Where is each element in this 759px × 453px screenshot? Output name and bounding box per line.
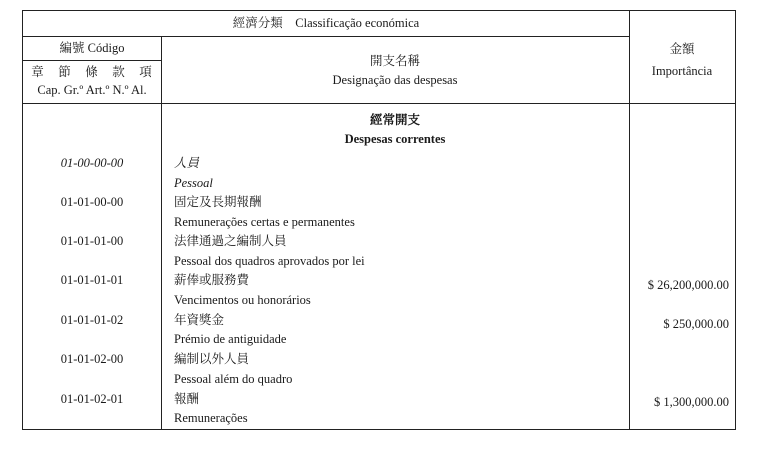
row-code: 01-01-01-02 xyxy=(60,313,124,327)
row-desig-pt: Remunerações xyxy=(174,411,248,425)
row-amount: $ 26,200,000.00 xyxy=(647,278,729,292)
row-desig-zh: 薪俸或服務費 xyxy=(174,273,250,287)
classification-header: 經濟分類 Classificação económica xyxy=(232,16,420,30)
row-desig-pt: Pessoal xyxy=(174,176,213,190)
row-desig-zh: 年資獎金 xyxy=(174,313,225,327)
section-title-pt: Despesas correntes xyxy=(344,132,446,146)
row-desig-zh: 編制以外人員 xyxy=(174,352,250,366)
row-desig-pt: Pessoal além do quadro xyxy=(174,372,293,386)
section-title-zh: 經常開支 xyxy=(369,113,420,127)
row-desig-pt: Vencimentos ou honorários xyxy=(174,293,311,307)
code-header: 編號 Código xyxy=(59,41,125,55)
row-code: 01-01-02-00 xyxy=(60,352,124,366)
row-amount: $ 1,300,000.00 xyxy=(654,395,729,409)
budget-table xyxy=(22,10,736,430)
row-desig-zh: 報酬 xyxy=(174,392,200,406)
designation-header-pt: Designação das despesas xyxy=(332,73,458,87)
divider-code-sub xyxy=(23,60,161,61)
row-code: 01-00-00-00 xyxy=(60,156,124,170)
row-code: 01-01-00-00 xyxy=(60,195,124,209)
row-desig-pt: Prémio de antiguidade xyxy=(174,332,287,346)
divider-code-desig xyxy=(161,37,162,429)
row-desig-zh: 固定及長期報酬 xyxy=(174,195,262,209)
amount-header-zh: 金額 xyxy=(669,42,695,56)
row-desig-zh: 人員 xyxy=(174,156,200,170)
row-code: 01-01-01-00 xyxy=(60,234,124,248)
row-desig-pt: Pessoal dos quadros aprovados por lei xyxy=(174,254,365,268)
code-sub-pt: Cap. Gr.º Art.º N.º Al. xyxy=(37,83,147,97)
row-desig-zh: 法律通過之編制人員 xyxy=(174,234,287,248)
row-code: 01-01-02-01 xyxy=(60,392,124,406)
divider-header-body xyxy=(23,103,735,104)
row-amount: $ 250,000.00 xyxy=(663,317,729,331)
designation-header-zh: 開支名稱 xyxy=(369,54,420,68)
row-desig-pt: Remunerações certas e permanentes xyxy=(174,215,355,229)
amount-header-pt: Importância xyxy=(651,64,713,78)
row-code: 01-01-01-01 xyxy=(60,273,124,287)
divider-classification xyxy=(23,36,629,37)
code-sub-zh: 章 節 條 款 項 xyxy=(31,65,153,79)
